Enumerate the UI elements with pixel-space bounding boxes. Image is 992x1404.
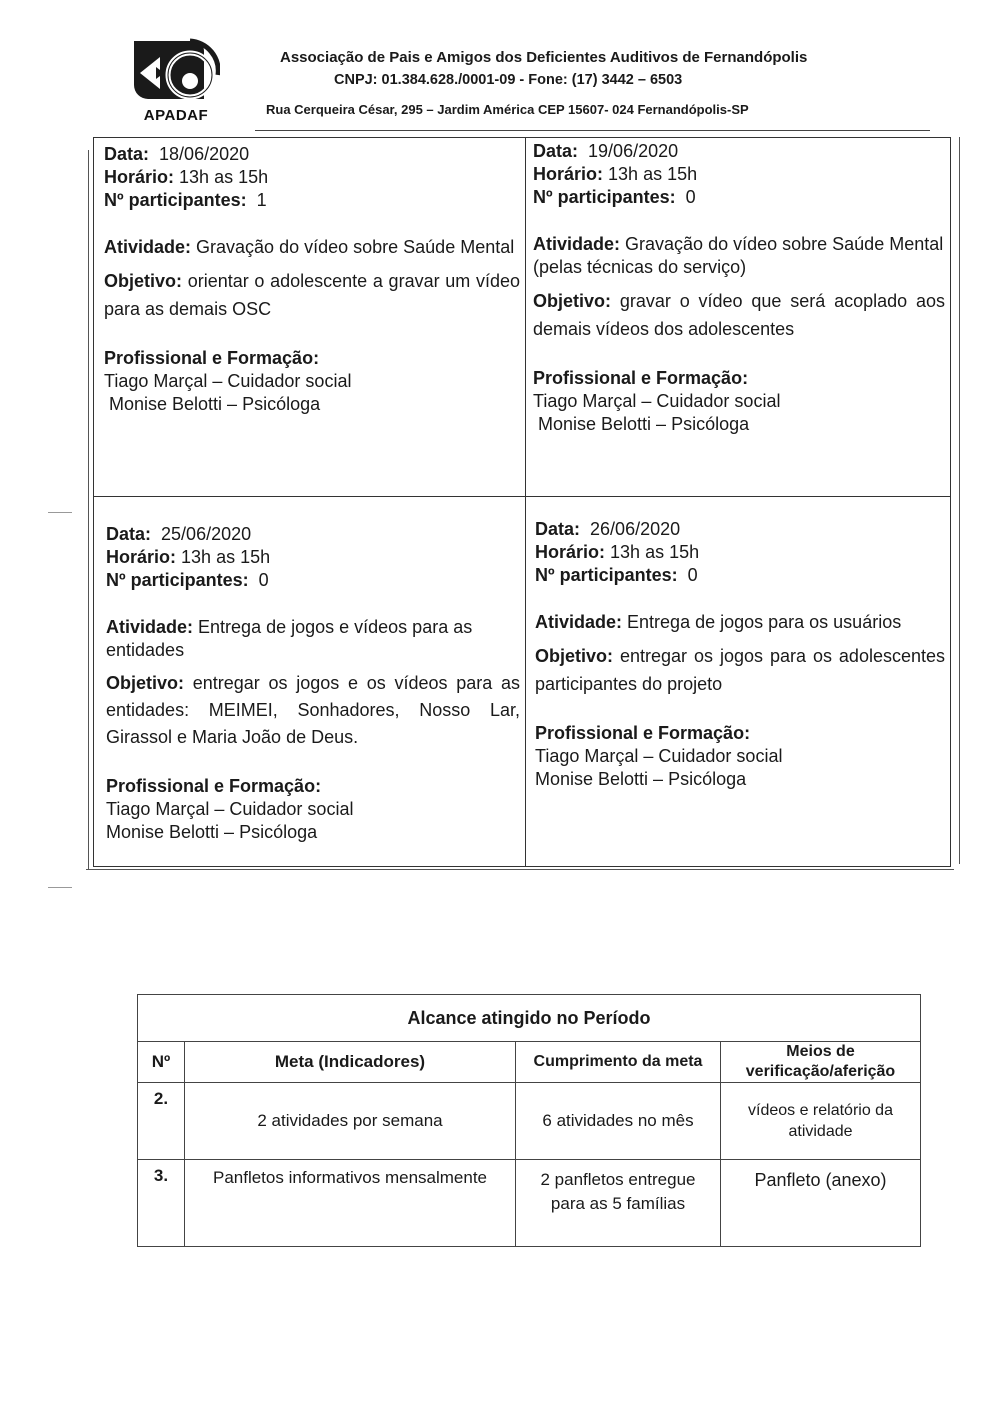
column-header-meta: Meta (Indicadores) — [185, 1042, 516, 1083]
date-label: Data: — [104, 144, 150, 164]
activity-cell-4 — [535, 518, 945, 791]
row-cumprimento: 2 panfletos entregue para as 5 famílias — [516, 1160, 721, 1247]
logo-text: APADAF — [143, 107, 209, 124]
professional-1: Tiago Marçal – Cuidador social — [533, 391, 781, 411]
date-value: 26/06/2020 — [590, 519, 681, 539]
participants-value: 0 — [687, 565, 698, 585]
time-label: Horário: — [533, 164, 604, 184]
activity-cell-3 — [106, 523, 520, 844]
row-meios: vídeos e relatório da atividade — [721, 1083, 921, 1160]
activity-cell-2 — [533, 140, 945, 436]
time-value: 13h as 15h — [610, 542, 700, 562]
participants-label: Nº participantes: — [106, 570, 249, 590]
org-name: Associação de Pais e Amigos dos Deficientes Auditivos de Fernandópolis — [280, 49, 808, 66]
margin-mark — [48, 512, 72, 513]
objective-value: entregar os jogos para os adolescentes participantes do projeto — [535, 646, 945, 694]
professional-2: Monise Belotti – Psicóloga — [533, 414, 750, 434]
date-value: 19/06/2020 — [588, 141, 679, 161]
cnpj-phone: CNPJ: 01.384.628./0001-09 - Fone: (17) 3442 – 6503 — [334, 72, 683, 88]
time-label: Horário: — [104, 167, 175, 187]
grid-divider-vertical — [525, 138, 526, 866]
date-label: Data: — [535, 519, 581, 539]
professional-1: Tiago Marçal – Cuidador social — [106, 799, 354, 819]
date-label: Data: — [533, 141, 579, 161]
activity-label: Atividade: — [533, 234, 621, 254]
grid-edge-left — [88, 150, 89, 870]
objective-value: orientar o adolescente a gravar um vídeo para as demais OSC — [104, 271, 520, 319]
date-label: Data: — [106, 524, 152, 544]
participants-value: 1 — [256, 190, 267, 210]
objective-label: Objetivo: — [533, 291, 612, 311]
table-row — [138, 1160, 921, 1247]
objective-label: Objetivo: — [104, 271, 183, 291]
professional-2: Monise Belotti – Psicóloga — [104, 394, 321, 414]
professional-2: Monise Belotti – Psicóloga — [535, 769, 747, 789]
column-header-num: Nº — [138, 1042, 185, 1083]
objective-label: Objetivo: — [106, 673, 185, 693]
activity-value: Gravação do vídeo sobre Saúde Mental (pelas técnicas do serviço) — [533, 234, 944, 277]
objective-label: Objetivo: — [535, 646, 614, 666]
alcance-table — [137, 994, 921, 1247]
professional-1: Tiago Marçal – Cuidador social — [535, 746, 783, 766]
time-value: 13h as 15h — [608, 164, 698, 184]
activity-value: Entrega de jogos e vídeos para as entidades — [106, 617, 473, 660]
header-divider — [255, 130, 930, 131]
time-value: 13h as 15h — [179, 167, 269, 187]
row-meta: Panfletos informativos mensalmente — [185, 1160, 516, 1247]
grid-edge-bottom — [86, 869, 954, 870]
professional-label: Profissional e Formação: — [104, 348, 320, 368]
activity-label: Atividade: — [104, 237, 192, 257]
time-value: 13h as 15h — [181, 547, 271, 567]
participants-label: Nº participantes: — [535, 565, 678, 585]
activity-cell-1 — [104, 143, 520, 416]
professional-label: Profissional e Formação: — [533, 368, 749, 388]
apadaf-logo — [128, 37, 222, 123]
margin-mark — [48, 887, 72, 888]
grid-edge-right — [959, 137, 960, 864]
date-value: 18/06/2020 — [159, 144, 250, 164]
row-num: 3. — [138, 1160, 185, 1247]
column-header-meios: Meios de verificação/aferição — [721, 1042, 921, 1083]
professional-2: Monise Belotti – Psicóloga — [106, 822, 318, 842]
grid-divider-horizontal — [94, 496, 950, 497]
participants-value: 0 — [685, 187, 696, 207]
participants-value: 0 — [258, 570, 269, 590]
activity-label: Atividade: — [106, 617, 194, 637]
professional-label: Profissional e Formação: — [535, 723, 751, 743]
objective-value: entregar os jogos e os vídeos para as entidades: MEIMEI, Sonhadores, Nosso Lar, Girassol e Maria João de Deus. — [106, 673, 520, 747]
professional-1: Tiago Marçal – Cuidador social — [104, 371, 352, 391]
objective-value: gravar o vídeo que será acoplado aos demais vídeos dos adolescentes — [533, 291, 945, 339]
row-num: 2. — [138, 1083, 185, 1160]
address: Rua Cerqueira César, 295 – Jardim América CEP 15607- 024 Fernandópolis-SP — [266, 102, 749, 117]
apadaf-logo-icon — [130, 37, 220, 105]
time-label: Horário: — [535, 542, 606, 562]
alcance-title: Alcance atingido no Período — [138, 995, 921, 1042]
activity-label: Atividade: — [535, 612, 623, 632]
activity-value: Gravação do vídeo sobre Saúde Mental — [196, 237, 515, 257]
participants-label: Nº participantes: — [104, 190, 247, 210]
column-header-cumprimento: Cumprimento da meta — [516, 1042, 721, 1083]
table-row — [138, 1083, 921, 1160]
row-meios: Panfleto (anexo) — [721, 1160, 921, 1247]
time-label: Horário: — [106, 547, 177, 567]
row-meta: 2 atividades por semana — [185, 1083, 516, 1160]
date-value: 25/06/2020 — [161, 524, 252, 544]
professional-label: Profissional e Formação: — [106, 776, 322, 796]
row-cumprimento: 6 atividades no mês — [516, 1083, 721, 1160]
participants-label: Nº participantes: — [533, 187, 676, 207]
activity-value: Entrega de jogos para os usuários — [627, 612, 902, 632]
